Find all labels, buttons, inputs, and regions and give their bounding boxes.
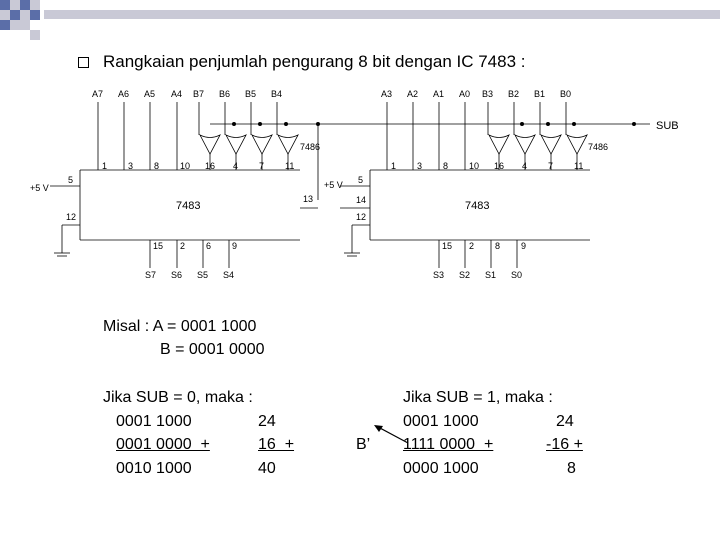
right-bottom-pins (442, 241, 526, 251)
hollow-square-bullet-icon (78, 57, 89, 68)
pin-label: 1 (102, 161, 108, 171)
sub1-row2-dec: -16 + (546, 436, 583, 453)
pin-label: 9 (232, 241, 238, 251)
sub1-row1-dec: 24 (556, 413, 574, 430)
sub0-row2-bin: 0001 0000 + (116, 436, 210, 453)
left-adder-chip-label: 7483 (176, 200, 201, 212)
sub1-result-bin: 0000 1000 (403, 460, 479, 477)
left-input-label: B5 (245, 89, 257, 99)
pin-label: 1 (391, 161, 397, 171)
right-output-labels (433, 270, 522, 280)
left-input-labels (92, 89, 282, 99)
misal-b: B = 0001 0000 (160, 341, 265, 358)
pin-label: 15 (153, 241, 164, 251)
output-label: S3 (433, 270, 445, 280)
sub1-row2-bin: 1111 0000 + (403, 436, 494, 453)
sub-label: SUB (656, 120, 679, 132)
pin-label: 7 (259, 161, 265, 171)
pin-label: 11 (285, 161, 295, 171)
right-input-label: A2 (407, 89, 419, 99)
left-carry-pin: 13 (303, 194, 314, 204)
right-xor-chip-label: 7486 (588, 142, 609, 152)
left-output-labels (145, 270, 234, 280)
left-input-label: B6 (219, 89, 231, 99)
pin-label: 4 (522, 161, 528, 171)
left-input-label: A6 (118, 89, 130, 99)
pin-label: 16 (494, 161, 505, 171)
sub1-heading: Jika SUB = 1, maka : (403, 389, 553, 406)
left-top-pins (102, 161, 294, 171)
right-vcc-label: +5 V (324, 180, 343, 190)
right-adder-chip-label: 7483 (465, 200, 490, 212)
pin-label: 6 (206, 241, 212, 251)
output-label: S7 (145, 270, 157, 280)
right-carry-in-pin: 14 (356, 195, 367, 205)
pin-label: 10 (180, 161, 191, 171)
pin-label: 8 (443, 161, 449, 171)
pin-label: 3 (417, 161, 423, 171)
pin-label: 11 (574, 161, 584, 171)
pin-label: 7 (548, 161, 554, 171)
sub0-result-dec: 40 (258, 460, 276, 477)
pin-label: 9 (521, 241, 527, 251)
sub0-heading: Jika SUB = 0, maka : (103, 389, 253, 406)
output-label: S4 (223, 270, 235, 280)
b-prime-label: B’ (356, 436, 371, 453)
left-input-label: A4 (171, 89, 183, 99)
left-xor-chip-label: 7486 (300, 142, 321, 152)
output-label: S5 (197, 270, 209, 280)
right-input-label: A1 (433, 89, 445, 99)
right-gnd-pin: 12 (356, 212, 367, 222)
left-input-label: B4 (271, 89, 283, 99)
right-input-labels (381, 89, 571, 99)
circuit-diagram (0, 80, 720, 280)
left-vcc-label: +5 V (30, 183, 49, 193)
left-bottom-pins (153, 241, 237, 251)
right-input-label: A3 (381, 89, 393, 99)
right-top-pins (391, 161, 583, 171)
sub0-result-bin: 0010 1000 (116, 460, 192, 477)
left-input-label: A7 (92, 89, 104, 99)
right-input-label: B0 (560, 89, 572, 99)
sub1-result-dec: 8 (567, 460, 576, 477)
right-input-label: A0 (459, 89, 471, 99)
pin-label: 8 (495, 241, 501, 251)
right-vcc-pin: 5 (358, 175, 364, 185)
checker-squares (0, 0, 40, 40)
pin-label: 15 (442, 241, 453, 251)
misal-a: Misal : A = 0001 1000 (103, 318, 257, 335)
output-label: S2 (459, 270, 471, 280)
slide-title (78, 52, 526, 72)
left-input-label: A5 (144, 89, 156, 99)
right-input-label: B3 (482, 89, 494, 99)
pin-label: 10 (469, 161, 480, 171)
right-input-label: B1 (534, 89, 546, 99)
right-input-label: B2 (508, 89, 520, 99)
sub0-row2-dec: 16 + (258, 436, 295, 453)
left-input-label: B7 (193, 89, 205, 99)
sub1-row1-bin: 0001 1000 (403, 413, 479, 430)
xor-gates (200, 135, 587, 154)
pin-label: 2 (469, 241, 475, 251)
sub0-row1-dec: 24 (258, 413, 276, 430)
sub0-row1-bin: 0001 1000 (116, 413, 192, 430)
pin-label: 4 (233, 161, 239, 171)
title-band (44, 10, 720, 19)
slide-title-text: Rangkaian penjumlah pengurang 8 bit dengan IC 7483 : (103, 52, 526, 71)
output-label: S0 (511, 270, 523, 280)
pin-label: 16 (205, 161, 216, 171)
output-label: S6 (171, 270, 183, 280)
pin-label: 2 (180, 241, 186, 251)
left-vcc-pin: 5 (68, 175, 74, 185)
pin-label: 3 (128, 161, 134, 171)
left-gnd-pin: 12 (66, 212, 77, 222)
corner-decoration (0, 0, 720, 40)
output-label: S1 (485, 270, 497, 280)
pin-label: 8 (154, 161, 160, 171)
